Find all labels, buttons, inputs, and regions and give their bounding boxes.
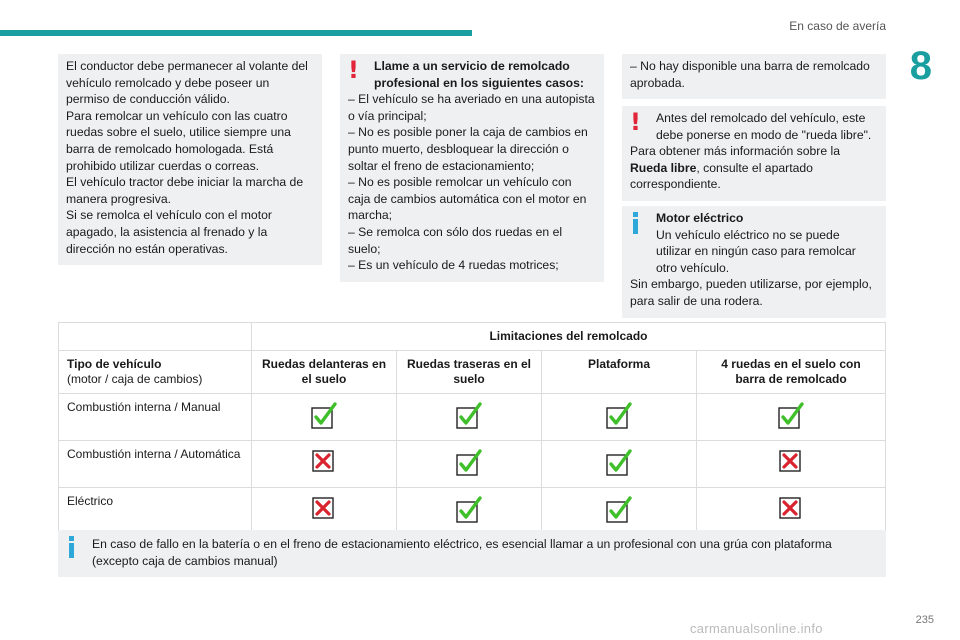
towing-limitations-table <box>58 322 886 535</box>
table-row <box>59 488 886 535</box>
permission-cell <box>397 394 542 441</box>
column-header: Ruedas traseras en el suelo <box>397 351 542 394</box>
paragraph: El conductor debe permanecer al volante del vehículo remolcado y debe poseer un permiso de conducción válido. <box>66 59 308 107</box>
paragraph: Si se remolca el vehículo con el motor apagado, la asistencia al frenado y la dirección no están operativas. <box>66 208 272 256</box>
check-icon <box>456 496 482 522</box>
column-header: 4 ruedas en el suelo con barra de remolcado <box>697 351 886 394</box>
cross-icon <box>778 449 804 475</box>
info-text: En caso de fallo en la batería o en el freno de estacionamiento eléctrico, es esencial llamar a un profesional con una grúa con plataforma (excepto caja de cambios manual) <box>92 537 832 568</box>
no-tow-bar-box <box>622 54 886 99</box>
paragraph: Para remolcar un vehículo con las cuatro ruedas sobre el suelo, utilice siempre una barra de remolcado homologada. Está prohibido utilizar cuerdas o correas. <box>66 108 291 173</box>
call-tow-service-warning <box>340 54 604 282</box>
check-icon <box>311 402 337 428</box>
warning-icon: ! <box>630 108 641 136</box>
check-icon <box>456 449 482 475</box>
permission-cell <box>542 488 697 535</box>
warning-icon: ! <box>348 56 359 84</box>
table-row <box>59 441 886 488</box>
vehicle-type-cell: Combustión interna / Manual <box>59 394 252 441</box>
permission-cell <box>252 441 397 488</box>
table-corner-cell <box>59 323 252 351</box>
permission-cell <box>252 394 397 441</box>
warning-text: Antes del remolcado del vehículo, este debe ponerse en modo de "rueda libre". <box>656 111 872 142</box>
info-text: Un vehículo eléctrico no se puede utilizar en ningún caso para remolcar otro vehículo. <box>656 227 856 275</box>
list-item: – El vehículo se ha averiado en una autopista o vía principal; <box>348 92 595 123</box>
list-item: – Es un vehículo de 4 ruedas motrices; <box>348 258 559 273</box>
column-header: Ruedas delanteras en el suelo <box>252 351 397 394</box>
permission-cell <box>397 441 542 488</box>
info-title: Motor eléctrico <box>656 211 744 225</box>
info-text: Sin embargo, pueden utilizarse, por ejemplo, para salir de una rodera. <box>630 277 872 308</box>
permission-cell <box>697 441 886 488</box>
permission-cell <box>542 441 697 488</box>
driver-rules-box <box>58 54 322 265</box>
page-number: 235 <box>915 614 934 626</box>
list-item: – No es posible poner la caja de cambios en punto muerto, desbloquear la dirección o soltar el freno de estacionamiento; <box>348 125 588 173</box>
list-item: – No es posible remolcar un vehículo con caja de cambios automática con el motor en marcha; <box>348 175 587 223</box>
battery-failure-info <box>58 530 886 577</box>
watermark: carmanualsonline.info <box>690 621 823 636</box>
vehicle-type-cell: Combustión interna / Automática <box>59 441 252 488</box>
electric-motor-info <box>622 206 886 318</box>
check-icon <box>606 402 632 428</box>
reference-text: Para obtener más información sobre la Rueda libre, consulte el apartado correspondiente. <box>630 144 841 192</box>
list-item: – No hay disponible una barra de remolcado aprobada. <box>630 59 870 90</box>
list-item: – Se remolca con sólo dos ruedas en el suelo; <box>348 224 563 256</box>
top-accent-bar <box>0 30 472 36</box>
info-icon <box>630 212 640 236</box>
info-icon <box>66 536 76 560</box>
free-wheel-warning <box>622 106 886 201</box>
vehicle-type-cell: Eléctrico <box>59 488 252 535</box>
vehicle-type-header: Tipo de vehículo (motor / caja de cambios) <box>59 351 252 394</box>
warning-title: Llame a un servicio de remolcado profesional en los siguientes casos: <box>374 59 584 90</box>
permission-cell <box>697 488 886 535</box>
cross-icon <box>311 496 337 522</box>
free-wheel-link-text: Rueda libre <box>630 160 697 175</box>
permission-cell <box>252 488 397 535</box>
cross-icon <box>311 449 337 475</box>
section-title: En caso de avería <box>789 19 886 33</box>
table-group-header: Limitaciones del remolcado <box>252 323 886 351</box>
column-header: Plataforma <box>542 351 697 394</box>
cross-icon <box>778 496 804 522</box>
chapter-number: 8 <box>909 44 932 88</box>
permission-cell <box>397 488 542 535</box>
permission-cell <box>542 394 697 441</box>
paragraph: El vehículo tractor debe iniciar la marcha de manera progresiva. <box>66 175 304 206</box>
check-icon <box>606 449 632 475</box>
check-icon <box>606 496 632 522</box>
check-icon <box>778 402 804 428</box>
permission-cell <box>697 394 886 441</box>
table-row <box>59 394 886 441</box>
check-icon <box>456 402 482 428</box>
